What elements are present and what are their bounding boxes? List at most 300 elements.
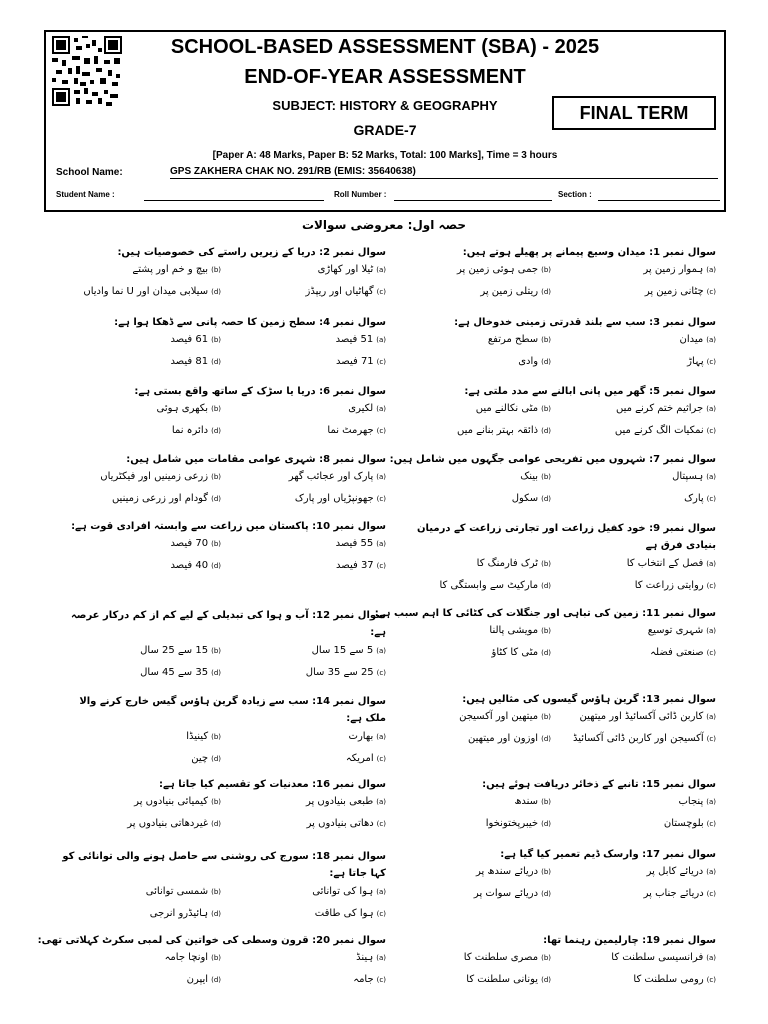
option-text: دھاتی بنیادوں پر	[306, 818, 374, 829]
option-text: اوزون اور میتھین	[468, 733, 539, 744]
section-field[interactable]	[598, 200, 720, 201]
option-letter: (b)	[541, 798, 551, 806]
option-b[interactable]	[66, 403, 221, 414]
option-letter: (a)	[376, 473, 386, 481]
option-letter: (b)	[211, 266, 221, 274]
option-letter: (d)	[211, 669, 221, 677]
option-a[interactable]	[561, 558, 716, 569]
options-grid	[56, 796, 386, 836]
option-letter: (a)	[376, 733, 386, 741]
option-text: دریائے کابل پر	[646, 866, 704, 877]
question-header	[386, 316, 716, 330]
option-text: چین	[191, 753, 209, 764]
option-b[interactable]	[396, 711, 551, 722]
option-a[interactable]	[231, 264, 386, 275]
option-c[interactable]	[231, 425, 386, 436]
option-text: 15 سے 25 سال	[140, 645, 209, 656]
question-header	[56, 246, 386, 260]
option-letter: (a)	[376, 954, 386, 962]
option-c[interactable]	[231, 818, 386, 829]
question-number: سوال نمبر 6:	[319, 386, 386, 397]
option-c[interactable]	[231, 908, 386, 919]
option-text: میدان	[679, 334, 704, 345]
question-number: سوال نمبر 18:	[312, 851, 386, 862]
option-d[interactable]	[396, 286, 551, 297]
option-a[interactable]	[231, 731, 386, 742]
option-text: ہائیڈرو انرجی	[149, 908, 209, 919]
option-text: نمکیات الگ کرنے میں	[614, 425, 704, 436]
option-text: مویشی پالنا	[489, 625, 539, 636]
question-text: شہری عوامی مقامات میں شامل ہیں:	[126, 454, 316, 465]
question-text: آب و ہوا کی تبدیلی کے لیے کم از کم درکار عرصہ ہے:	[70, 610, 386, 638]
question-16	[56, 778, 386, 836]
option-text: فصل کے انتخاب کا	[626, 558, 704, 569]
option-letter: (b)	[541, 336, 551, 344]
option-letter: (c)	[706, 495, 716, 503]
option-d[interactable]	[66, 356, 221, 367]
option-d[interactable]	[396, 493, 551, 504]
question-number: سوال نمبر 13:	[642, 694, 716, 705]
option-letter: (b)	[211, 473, 221, 481]
question-number: سوال نمبر 9:	[649, 523, 716, 534]
header-box	[44, 30, 726, 212]
option-a[interactable]	[231, 886, 386, 897]
option-d[interactable]	[66, 974, 221, 985]
option-letter: (b)	[541, 405, 551, 413]
option-c[interactable]	[231, 753, 386, 764]
option-d[interactable]	[66, 908, 221, 919]
option-c[interactable]	[561, 974, 716, 985]
roll-number-field[interactable]	[394, 200, 552, 201]
option-d[interactable]	[396, 818, 551, 829]
question-header	[56, 778, 386, 792]
option-text: مٹی کا کٹاؤ	[491, 647, 539, 658]
option-letter: (b)	[541, 713, 551, 721]
option-b[interactable]	[396, 264, 551, 275]
question-1	[386, 246, 716, 304]
option-c[interactable]	[231, 974, 386, 985]
subject-line: SUBJECT: HISTORY & GEOGRAPHY	[272, 98, 498, 113]
question-text: شہروں میں تفریحی عوامی جگہوں میں شامل ہیں:	[389, 454, 646, 465]
option-text: رومی سلطنت کا	[633, 974, 704, 985]
question-number: سوال نمبر 8:	[319, 454, 386, 465]
option-letter: (b)	[541, 954, 551, 962]
option-letter: (a)	[706, 560, 716, 568]
option-text: اونچا جامہ	[164, 952, 209, 963]
option-letter: (b)	[211, 405, 221, 413]
option-b[interactable]	[396, 403, 551, 414]
question-number: سوال نمبر 16:	[312, 779, 386, 790]
option-text: ہوا کی توانائی	[312, 886, 374, 897]
option-c[interactable]	[561, 493, 716, 504]
option-letter: (a)	[376, 798, 386, 806]
option-a[interactable]	[561, 952, 716, 963]
student-name-field[interactable]	[144, 200, 324, 201]
option-a[interactable]	[231, 645, 386, 656]
option-b[interactable]	[396, 625, 551, 636]
option-text: ذائقہ بہتر بنانے میں	[456, 425, 539, 436]
option-text: امریکہ	[345, 753, 374, 764]
question-text: چارلیمین رہنما تھا:	[543, 935, 639, 946]
options-grid	[386, 711, 716, 751]
option-c[interactable]	[231, 560, 386, 571]
option-letter: (a)	[706, 627, 716, 635]
option-letter: (d)	[211, 820, 221, 828]
question-2	[56, 246, 386, 304]
option-a[interactable]	[561, 796, 716, 807]
option-a[interactable]	[561, 711, 716, 722]
option-letter: (c)	[706, 427, 716, 435]
option-letter: (c)	[706, 976, 716, 984]
option-a[interactable]	[231, 796, 386, 807]
option-text: ٹرک فارمنگ کا	[476, 558, 539, 569]
option-c[interactable]	[561, 818, 716, 829]
option-d[interactable]	[66, 425, 221, 436]
option-b[interactable]	[396, 334, 551, 345]
option-c[interactable]	[231, 493, 386, 504]
option-text: یونانی سلطنت کا	[466, 974, 539, 985]
question-header	[56, 693, 386, 727]
options-grid	[56, 731, 386, 771]
option-c[interactable]	[231, 356, 386, 367]
option-text: پہاڑ	[687, 356, 704, 367]
option-text: زرعی زمینیں اور فیکٹریاں	[100, 471, 209, 482]
question-number: سوال نمبر 20:	[312, 935, 386, 946]
question-header	[386, 778, 716, 792]
option-d[interactable]	[396, 733, 551, 744]
option-text: سطح مرتفع	[487, 334, 539, 345]
option-letter: (b)	[211, 647, 221, 655]
option-d[interactable]	[396, 580, 551, 591]
option-letter: (d)	[541, 358, 551, 366]
option-d[interactable]	[66, 560, 221, 571]
option-letter: (c)	[376, 976, 386, 984]
option-letter: (c)	[376, 358, 386, 366]
option-text: سندھ	[514, 796, 539, 807]
option-text: کاربن ڈائی آکسائیڈ اور میتھین	[579, 711, 704, 722]
option-text: مارکیٹ سے وابستگی کا	[439, 580, 539, 591]
option-text: 37 فیصد	[336, 560, 374, 571]
option-d[interactable]	[66, 493, 221, 504]
option-d[interactable]	[396, 647, 551, 658]
option-letter: (c)	[376, 562, 386, 570]
option-text: فرانسیسی سلطنت کا	[611, 952, 704, 963]
option-letter: (d)	[541, 976, 551, 984]
options-grid	[386, 796, 716, 836]
question-header	[386, 520, 716, 554]
question-header	[56, 316, 386, 330]
option-text: مصری سلطنت کا	[463, 952, 539, 963]
option-a[interactable]	[231, 471, 386, 482]
question-text: پاکستان میں زراعت سے وابستہ افرادی قوت ہے:	[71, 521, 309, 532]
option-text: بیچ و خم اور پشتے	[132, 264, 209, 275]
option-text: سکول	[511, 493, 539, 504]
question-3	[386, 316, 716, 374]
option-letter: (d)	[211, 910, 221, 918]
option-c[interactable]	[561, 425, 716, 436]
option-letter: (c)	[376, 820, 386, 828]
question-text: سورج کی روشنی سے حاصل ہونے والی توانائی کو کہا جاتا ہے:	[62, 851, 386, 879]
question-number: سوال نمبر 11:	[642, 608, 716, 619]
option-text: 71 فیصد	[336, 356, 374, 367]
question-header	[386, 934, 716, 948]
option-d[interactable]	[66, 818, 221, 829]
option-text: ٹیلا اور کھاڑی	[317, 264, 374, 275]
question-header	[386, 385, 716, 399]
option-text: گھاٹیاں اور ریپڈز	[305, 286, 374, 297]
option-letter: (a)	[706, 266, 716, 274]
question-text: معدنیات کو تقسیم کیا جاتا ہے:	[159, 779, 309, 790]
option-text: جامہ	[353, 974, 374, 985]
option-letter: (a)	[376, 647, 386, 655]
question-header	[37, 934, 386, 948]
section-label: Section :	[558, 190, 592, 199]
option-b[interactable]	[396, 866, 551, 877]
option-letter: (a)	[376, 888, 386, 896]
option-letter: (a)	[706, 868, 716, 876]
option-d[interactable]	[396, 425, 551, 436]
option-letter: (b)	[541, 627, 551, 635]
option-letter: (a)	[376, 540, 386, 548]
option-text: مٹی نکالنے میں	[475, 403, 539, 414]
option-text: پارک اور عجائب گھر	[288, 471, 374, 482]
option-b[interactable]	[66, 796, 221, 807]
option-b[interactable]	[396, 558, 551, 569]
question-20	[37, 934, 386, 992]
question-18	[56, 848, 386, 926]
option-letter: (d)	[541, 820, 551, 828]
option-text: کینیڈا	[186, 731, 209, 742]
option-letter: (b)	[541, 266, 551, 274]
option-d[interactable]	[66, 286, 221, 297]
option-text: دریائے جناب پر	[643, 888, 704, 899]
option-letter: (d)	[541, 288, 551, 296]
option-text: بینک	[520, 471, 539, 482]
question-header	[386, 246, 716, 260]
option-c[interactable]	[231, 286, 386, 297]
option-letter: (c)	[376, 427, 386, 435]
option-letter: (a)	[706, 954, 716, 962]
option-letter: (b)	[211, 888, 221, 896]
question-4	[56, 316, 386, 374]
option-text: شہری توسیع	[647, 625, 704, 636]
option-letter: (c)	[706, 890, 716, 898]
option-a[interactable]	[561, 334, 716, 345]
option-b[interactable]	[66, 952, 221, 963]
question-13	[386, 693, 716, 751]
options-grid	[56, 952, 386, 992]
question-number: سوال نمبر 3:	[649, 317, 716, 328]
options-grid	[56, 645, 386, 685]
roll-number-label: Roll Number :	[334, 190, 387, 199]
option-b[interactable]	[66, 471, 221, 482]
option-letter: (c)	[706, 649, 716, 657]
options-grid	[386, 625, 716, 665]
option-text: دریائے سندھ پر	[476, 866, 539, 877]
options-grid	[386, 334, 716, 374]
option-letter: (c)	[706, 358, 716, 366]
option-text: ہموار زمین پر	[643, 264, 704, 275]
paper-info: [Paper A: 48 Marks, Paper B: 52 Marks, Total: 100 Marks], Time = 3 hours	[212, 150, 558, 161]
option-letter: (c)	[706, 288, 716, 296]
option-text: طبعی بنیادوں پر	[305, 796, 374, 807]
options-grid	[386, 558, 716, 598]
section-title: حصہ اول: معروضی سوالات	[301, 218, 467, 232]
option-a[interactable]	[231, 538, 386, 549]
option-letter: (a)	[376, 336, 386, 344]
option-a[interactable]	[561, 471, 716, 482]
option-text: آکسیجن اور کاربن ڈائی آکسائیڈ	[573, 733, 704, 744]
option-b[interactable]	[396, 796, 551, 807]
option-letter: (c)	[706, 582, 716, 590]
option-text: گودام اور زرعی زمینیں	[111, 493, 209, 504]
option-text: کیمیائی بنیادوں پر	[134, 796, 209, 807]
option-b[interactable]	[396, 952, 551, 963]
question-number: سوال نمبر 7:	[649, 454, 716, 465]
question-header	[386, 848, 716, 862]
option-text: سیلابی میدان اور U نما وادیاں	[83, 286, 209, 297]
question-7	[386, 453, 716, 511]
option-letter: (a)	[706, 473, 716, 481]
option-a[interactable]	[561, 625, 716, 636]
option-a[interactable]	[561, 866, 716, 877]
question-text: سب سے زیادہ گرین ہاؤس گیس خارج کرنے والا ملک ہے:	[79, 696, 386, 724]
question-header	[386, 693, 716, 707]
option-d[interactable]	[396, 974, 551, 985]
options-grid	[386, 866, 716, 906]
grade-line: GRADE-7	[353, 122, 417, 138]
option-b[interactable]	[66, 538, 221, 549]
option-letter: (b)	[211, 798, 221, 806]
option-letter: (c)	[706, 735, 716, 743]
option-text: بھارت	[348, 731, 374, 742]
question-text: گرین ہاؤس گیسوں کی مثالیں ہیں:	[462, 694, 639, 705]
question-number: سوال نمبر 14:	[312, 696, 386, 707]
option-c[interactable]	[561, 356, 716, 367]
option-letter: (c)	[376, 910, 386, 918]
option-b[interactable]	[396, 471, 551, 482]
option-d[interactable]	[396, 356, 551, 367]
option-d[interactable]	[396, 888, 551, 899]
option-letter: (b)	[541, 868, 551, 876]
option-letter: (c)	[376, 755, 386, 763]
question-19	[386, 934, 716, 992]
option-text: لکیری	[348, 403, 374, 414]
final-term-box: FINAL TERM	[552, 96, 716, 130]
question-number: سوال نمبر 15:	[642, 779, 716, 790]
option-text: غیردھاتی بنیادوں پر	[127, 818, 209, 829]
option-text: 81 فیصد	[170, 356, 209, 367]
option-d[interactable]	[66, 753, 221, 764]
question-number: سوال نمبر 19:	[642, 935, 716, 946]
option-a[interactable]	[561, 403, 716, 414]
option-text: 70 فیصد	[170, 538, 209, 549]
option-letter: (d)	[541, 495, 551, 503]
option-text: جھونپڑیاں اور پارک	[294, 493, 374, 504]
option-b[interactable]	[66, 886, 221, 897]
option-c[interactable]	[561, 647, 716, 658]
option-text: خیبرپختونخوا	[485, 818, 539, 829]
question-header	[56, 848, 386, 882]
question-17	[386, 848, 716, 906]
options-grid	[56, 471, 386, 511]
question-text: وارسک ڈیم تعمیر کیا گیا ہے:	[500, 849, 639, 860]
option-letter: (b)	[541, 560, 551, 568]
question-number: سوال نمبر 5:	[649, 386, 716, 397]
option-c[interactable]	[561, 286, 716, 297]
question-number: سوال نمبر 17:	[642, 849, 716, 860]
question-header	[374, 607, 716, 621]
question-number: سوال نمبر 1:	[649, 247, 716, 258]
option-c[interactable]	[561, 733, 716, 744]
option-letter: (b)	[211, 954, 221, 962]
options-grid	[386, 264, 716, 304]
option-letter: (d)	[541, 890, 551, 898]
option-text: بلوچستان	[663, 818, 704, 829]
option-letter: (d)	[211, 562, 221, 570]
option-a[interactable]	[231, 952, 386, 963]
option-a[interactable]	[231, 403, 386, 414]
question-header	[386, 453, 716, 467]
option-text: 40 فیصد	[170, 560, 209, 571]
option-text: ہوا کی طاقت	[314, 908, 374, 919]
option-text: میتھین اور آکسیجن	[459, 711, 539, 722]
option-text: جراثیم ختم کرنے میں	[616, 403, 704, 414]
option-letter: (c)	[376, 288, 386, 296]
options-grid	[56, 538, 386, 578]
question-number: سوال نمبر 12:	[312, 610, 386, 621]
option-letter: (a)	[706, 336, 716, 344]
question-header	[56, 453, 386, 467]
option-c[interactable]	[561, 888, 716, 899]
option-text: 61 فیصد	[170, 334, 209, 345]
option-text: ایپرن	[186, 974, 209, 985]
option-letter: (a)	[376, 405, 386, 413]
options-grid	[386, 471, 716, 511]
option-b[interactable]	[66, 645, 221, 656]
question-header	[56, 607, 386, 641]
option-d[interactable]	[66, 667, 221, 678]
question-12	[56, 607, 386, 685]
option-a[interactable]	[561, 264, 716, 275]
option-a[interactable]	[231, 334, 386, 345]
option-b[interactable]	[66, 731, 221, 742]
option-c[interactable]	[231, 667, 386, 678]
option-text: ریتلی زمین پر	[480, 286, 539, 297]
option-text: جمی ہوئی زمین پر	[456, 264, 539, 275]
option-text: چٹانی زمین پر	[644, 286, 704, 297]
option-b[interactable]	[66, 264, 221, 275]
question-number: سوال نمبر 4:	[319, 317, 386, 328]
option-letter: (d)	[211, 288, 221, 296]
options-grid	[56, 334, 386, 374]
option-letter: (d)	[211, 495, 221, 503]
option-text: 5 سے 15 سال	[311, 645, 374, 656]
option-text: 55 فیصد	[335, 538, 374, 549]
option-b[interactable]	[66, 334, 221, 345]
school-name-value: GPS ZAKHERA CHAK NO. 291/RB (EMIS: 35640638)	[170, 166, 718, 179]
option-text: ہسپتال	[672, 471, 704, 482]
question-text: زمین کی تباہی اور جنگلات کی کٹائی کا اہم سبب ہے:	[374, 608, 639, 619]
question-text: گھر میں پانی ابالنے سے مدد ملتی ہے:	[464, 386, 646, 397]
option-text: بکھری ہوئی	[156, 403, 209, 414]
option-letter: (d)	[541, 427, 551, 435]
question-text: خود کفیل زراعت اور تجارتی زراعت کے درمیان بنیادی فرق ہے	[417, 523, 716, 551]
option-letter: (d)	[211, 755, 221, 763]
question-14	[56, 693, 386, 771]
option-c[interactable]	[561, 580, 716, 591]
assessment-title: SCHOOL-BASED ASSESSMENT (SBA) - 2025	[170, 36, 600, 58]
